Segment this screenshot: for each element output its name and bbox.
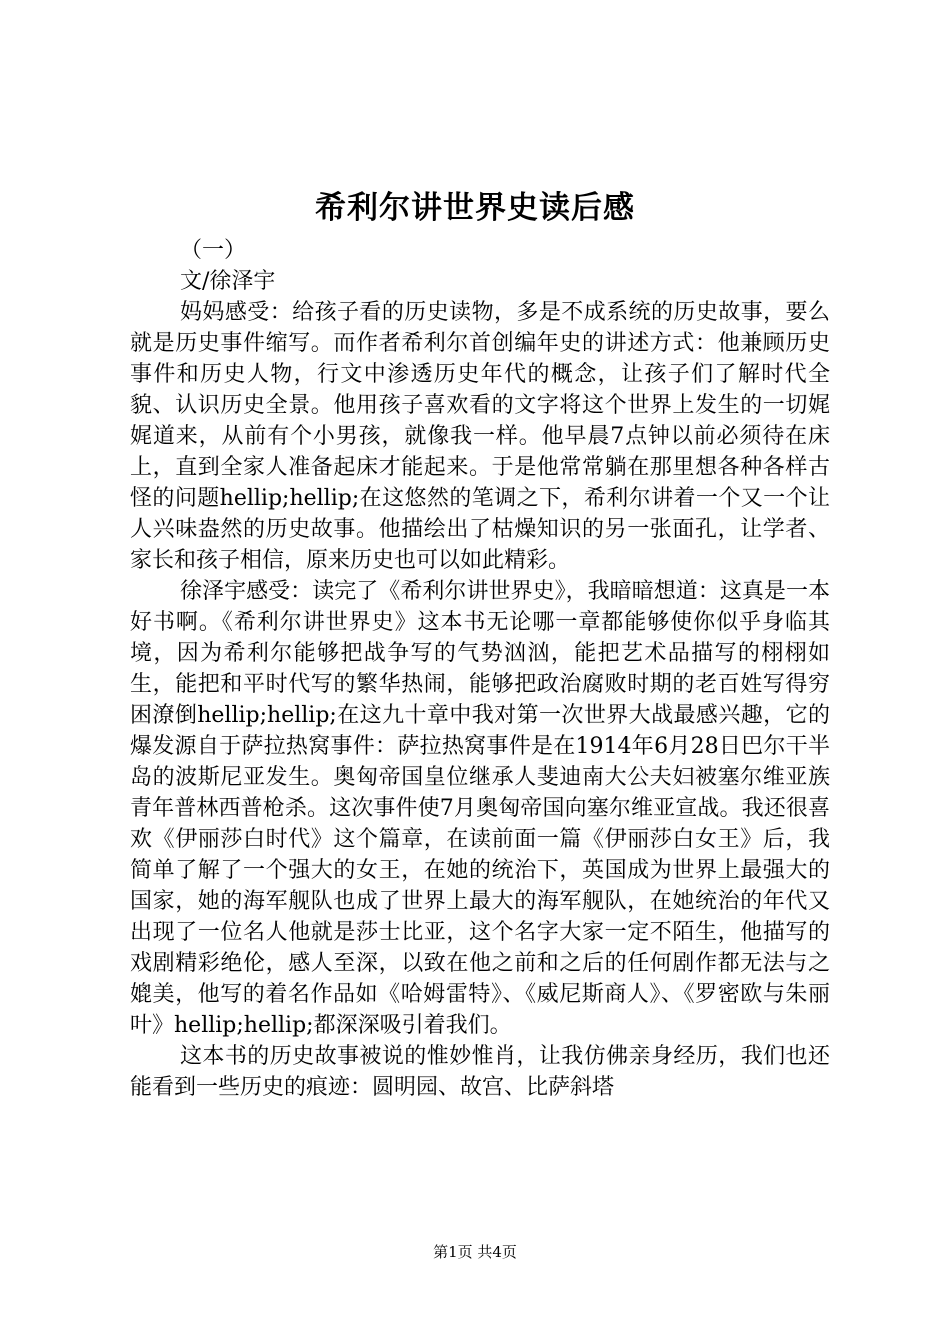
author-line: 文/徐泽宇 <box>180 269 276 294</box>
document-body <box>130 235 830 1103</box>
paragraph-child-impression: 徐泽宇感受：读完了《希利尔讲世界史》，我暗暗想道：这真是一本好书啊。《希利尔讲世界史》这本书无论哪一章都能够使你似乎身临其境，因为希利尔能够把战争写的气势汹汹，能把艺术品描写的栩栩如生，能把和平时代写的繁华热闹，能够把政治腐败时期的老百姓写得穷困潦倒hellip;hellip;在这九十章中我对第一次世界大战最感兴趣，它的爆发源自于萨拉热窝事件：萨拉热窝事件是在1914年6月28日巴尔干半岛的波斯尼亚发生。奥匈帝国皇位继承人斐迪南大公夫妇被塞尔维亚族青年普林西普枪杀。这次事件使7月奥匈帝国向塞尔维亚宣战。我还很喜欢《伊丽莎白时代》这个篇章，在读前面一篇《伊丽莎白女王》后，我简单了解了一个强大的女王，在她的统治下，英国成为世界上最强大的国家，她的海军舰队也成了世界上最大的海军舰队，在她统治的年代又出现了一位名人他就是莎士比亚，这个名字大家一定不陌生，他描写的戏剧精彩绝伦，感人至深，以致在他之前和之后的任何剧作都无法与之媲美，他写的着名作品如《哈姆雷特》、《威尼斯商人》、《罗密欧与朱丽叶》hellip;hellip;都深深吸引着我们。 <box>130 579 830 1038</box>
page-footer: 第1页 共4页 <box>433 1243 517 1261</box>
section-number: （一） <box>180 238 247 263</box>
paragraph-mother-impression: 妈妈感受：给孩子看的历史读物，多是不成系统的历史故事，要么就是历史事件缩写。而作者希利尔首创编年史的讲述方式：他兼顾历史事件和历史人物，行文中渗透历史年代的概念，让孩子们了解时代全貌、认识历史全景。他用孩子喜欢看的文字将这个世界上发生的一切娓娓道来，从前有个小男孩，就像我一样。他早晨7点钟以前必须待在床上，直到全家人准备起床才能起来。于是他常常躺在那里想各种各样古怪的问题hellip;hellip;在这悠然的笔调之下，希利尔讲着一个又一个让人兴味盎然的历史故事。他描绘出了枯燥知识的另一张面孔，让学者、家长和孩子相信，原来历史也可以如此精彩。 <box>130 300 830 573</box>
paragraph-conclusion: 这本书的历史故事被说的惟妙惟肖，让我仿佛亲身经历，我们也还能看到一些历史的痕迹：圆明园、故宫、比萨斜塔 <box>130 1044 830 1100</box>
document-title: 希利尔讲世界史读后感 <box>315 190 635 226</box>
